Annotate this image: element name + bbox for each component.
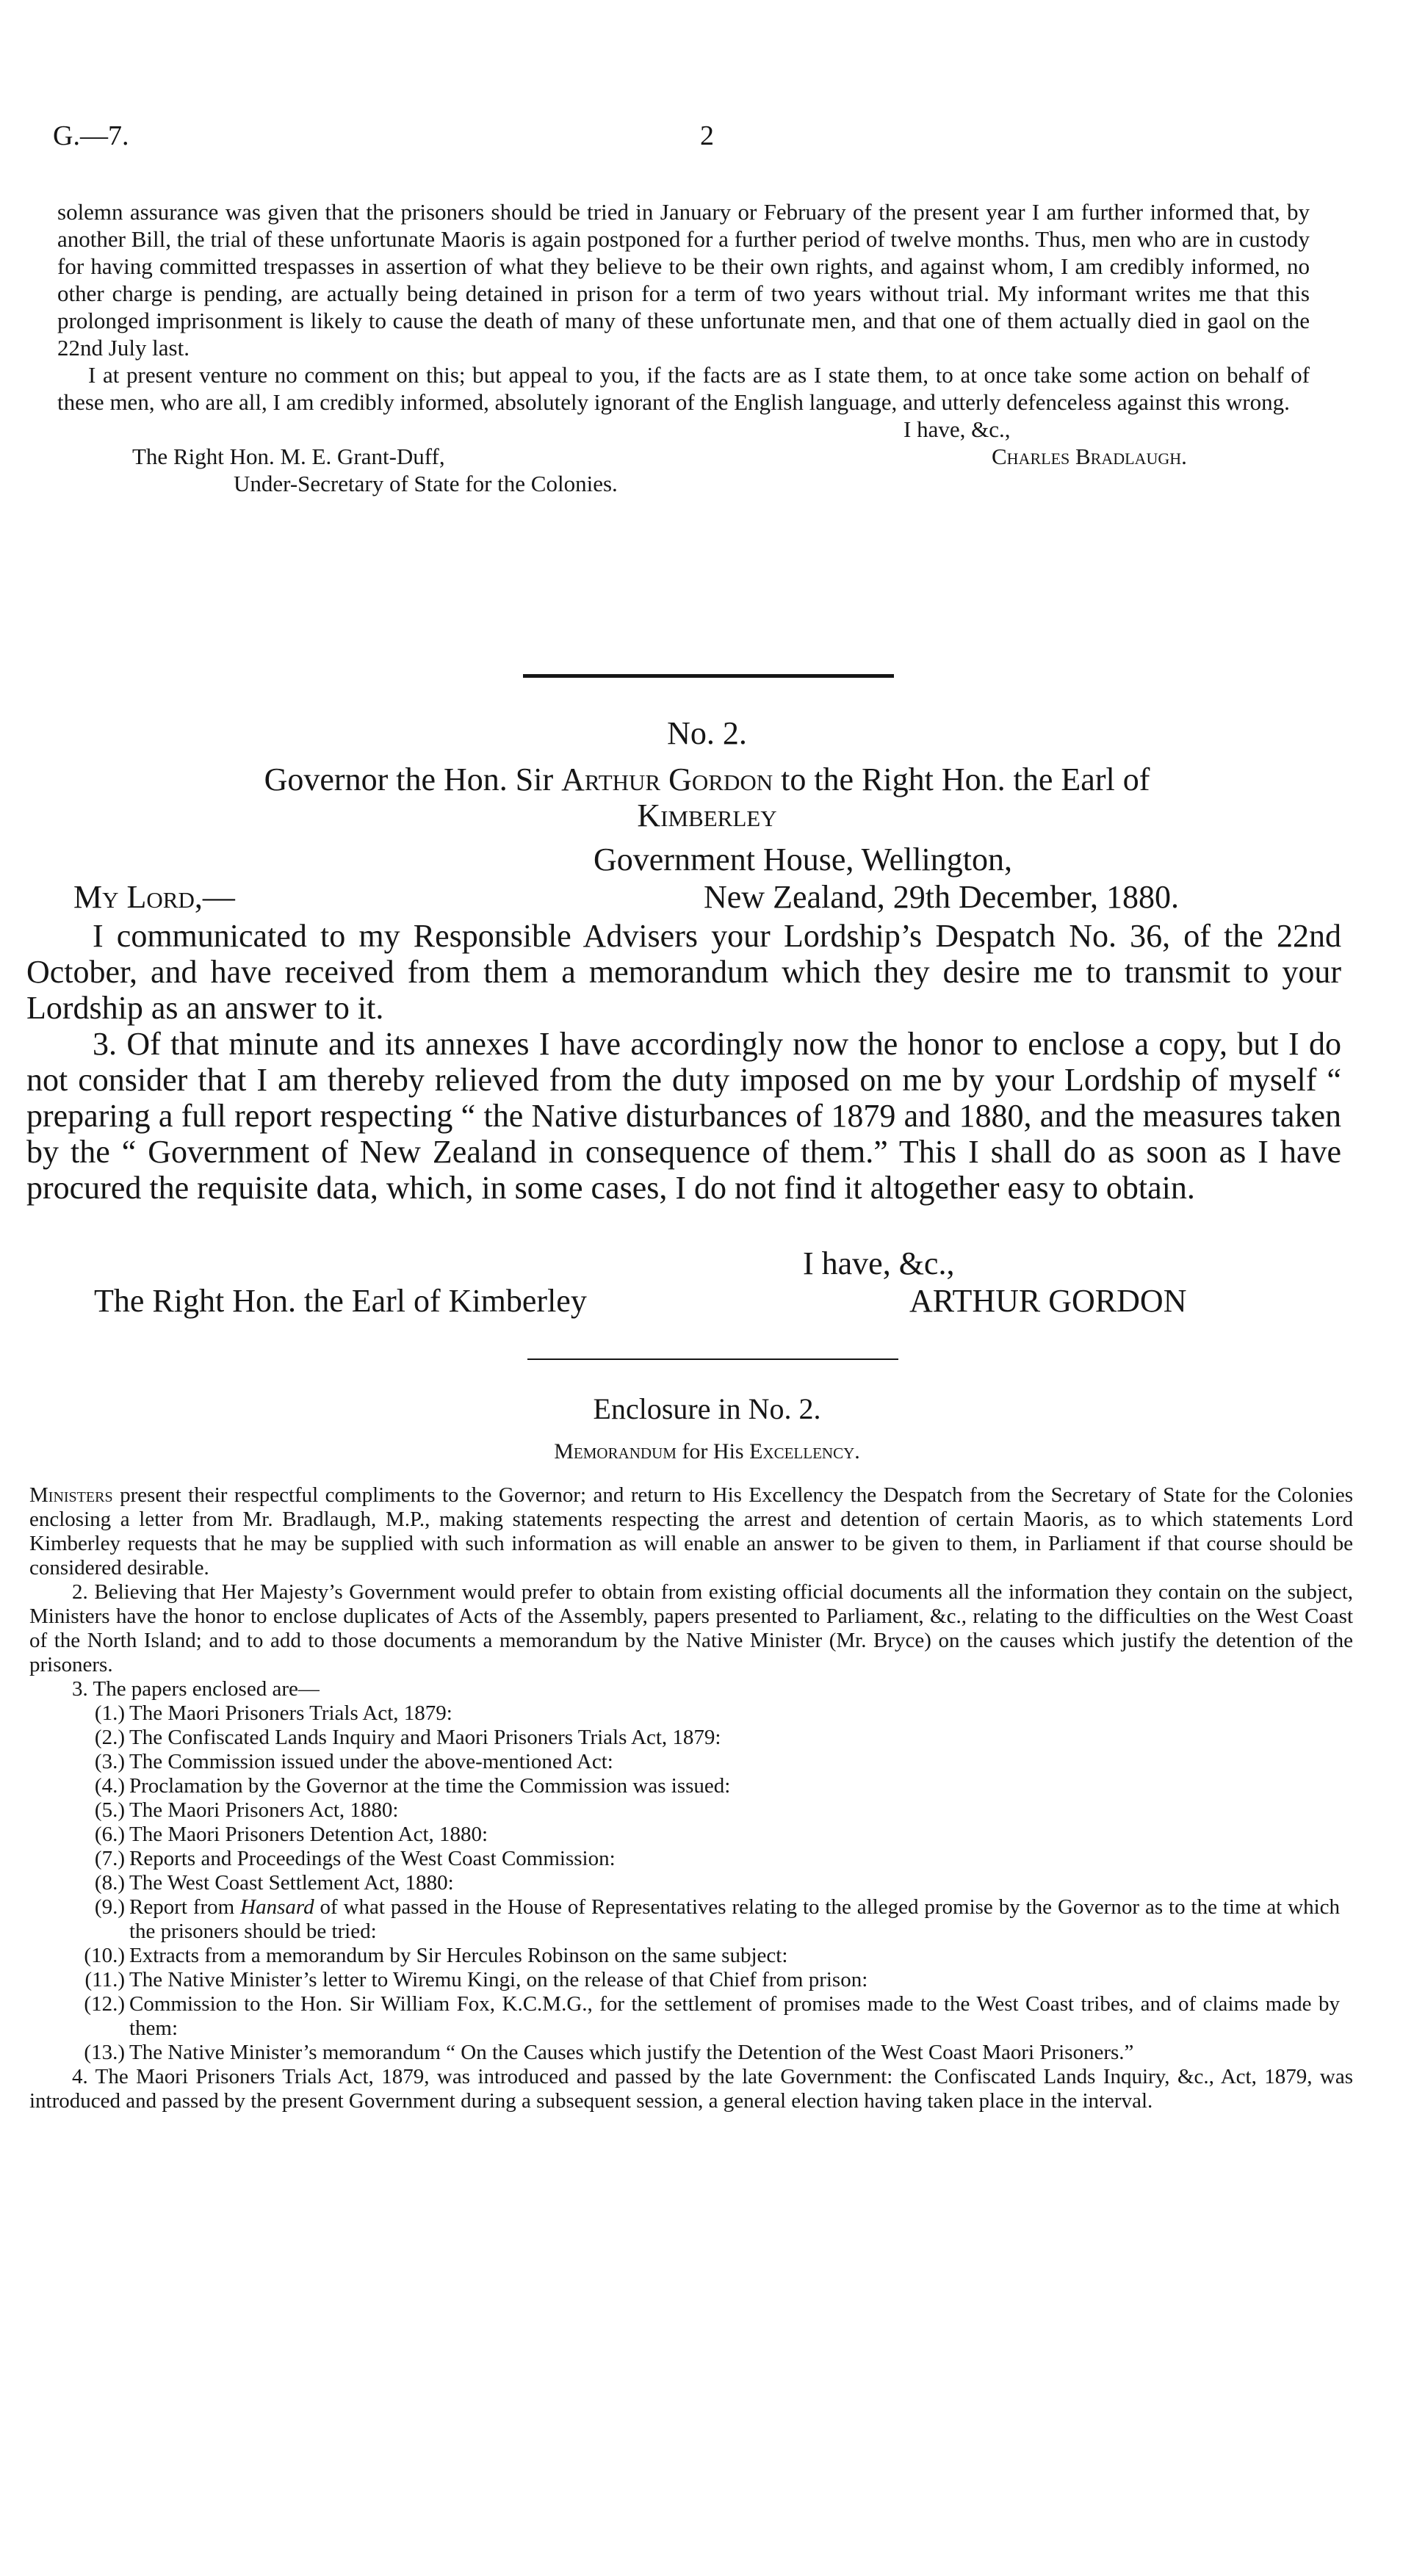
memorandum-paragraph-3: 3. The papers enclosed are— <box>72 1677 320 1701</box>
item-text: The Commission issued under the above-mentioned Act: <box>129 1750 613 1773</box>
list-item <box>29 1726 1353 1750</box>
item-number: (13.) <box>84 2041 125 2064</box>
letter-addressee-title: Under-Secretary of State for the Colonies. <box>234 471 618 496</box>
enclosure-subtitle <box>0 1439 1414 1464</box>
item-number: (6.) <box>94 1823 125 1846</box>
address-line-2: New Zealand, 29th December, 1880. <box>704 879 1180 915</box>
enclosed-papers-list <box>29 1701 1353 2065</box>
excellency-word: Excellency. <box>749 1439 860 1464</box>
item-number: (3.) <box>94 1750 125 1773</box>
item-number: (2.) <box>94 1726 125 1749</box>
heading-recipient: Kimberley <box>637 797 777 833</box>
memorandum-paragraph-1 <box>29 1483 1353 1580</box>
item-text: Extracts from a memorandum by Sir Hercules Robinson on the same subject: <box>129 1944 788 1967</box>
page-number: 2 <box>700 120 714 151</box>
list-item <box>29 1992 1353 2041</box>
heading-middle: to the Right Hon. the Earl of <box>781 761 1150 797</box>
letter-signature-row <box>57 443 1310 470</box>
list-item <box>29 1871 1353 1895</box>
letter-addressee-title-row <box>57 470 1310 497</box>
list-item <box>29 1750 1353 1774</box>
letter-signature: Charles Bradlaugh. <box>992 444 1187 469</box>
item-number: (4.) <box>94 1774 125 1798</box>
letter-closing: I have, &c., <box>903 416 1011 442</box>
hansard-italic: Hansard <box>240 1895 314 1919</box>
ministers-word: Ministers <box>29 1483 113 1507</box>
list-item <box>29 1798 1353 1823</box>
item-text: The West Coast Settlement Act, 1880: <box>129 1871 454 1895</box>
item-number: (9.) <box>94 1895 125 1919</box>
enclosure-divider <box>527 1358 898 1360</box>
letter-paragraph-2: I at present venture no comment on this; but appeal to you, if the facts are as I state them, to at once take some action on behalf of these men, who are all, I am credibly informed, absolutely ignorant of the English language, and utterly defenceless against this wrong. <box>57 362 1310 415</box>
item-number: (7.) <box>94 1847 125 1870</box>
subtitle-middle: for His <box>682 1439 744 1464</box>
item-text: The Native Minister’s letter to Wiremu Kingi, on the release of that Chief from prison: <box>129 1968 868 1991</box>
section-divider <box>523 674 894 678</box>
item-number: (12.) <box>84 1992 125 2016</box>
item-text-rest: of what passed in the House of Representatives relating to the alleged promise by the Governor as to the time at which the prisoners should be tried: <box>129 1895 1341 1943</box>
item-text: Commission to the Hon. Sir William Fox, K.C.M.G., for the settlement of promises made to the West Coast tribes, and of claims made by them: <box>129 1992 1340 2040</box>
list-item <box>29 1847 1353 1871</box>
item-text: Proclamation by the Governor at the time the Commission was issued: <box>129 1774 731 1798</box>
letter-continuation <box>57 198 1310 497</box>
despatch-signature: ARTHUR GORDON <box>909 1283 1187 1319</box>
memorandum-paragraph-4: 4. The Maori Prisoners Trials Act, 1879, was introduced and passed by the late Government: the Confiscated Lands Inquiry, &c., Act, 1879, was introduced and passed by the present Government during a subsequent session, a general election having taken place in the interval. <box>29 2065 1353 2113</box>
despatch-closing: I have, &c., <box>803 1245 955 1281</box>
list-item <box>29 1823 1353 1847</box>
item-number: (5.) <box>94 1798 125 1822</box>
salutation: My Lord,— <box>73 879 235 915</box>
item-number: (11.) <box>84 1968 125 1991</box>
item-text: The Maori Prisoners Detention Act, 1880: <box>129 1823 488 1846</box>
item-text <box>129 1895 1353 1944</box>
memorandum-body <box>29 1483 1353 2113</box>
list-item <box>29 1968 1353 1992</box>
list-item <box>29 1944 1353 1968</box>
despatch-addressee: The Right Hon. the Earl of Kimberley <box>94 1283 587 1319</box>
memorandum-word: Memorandum <box>554 1439 677 1464</box>
letter-paragraph-1: solemn assurance was given that the prisoners should be tried in January or February of the present year I am further informed that, by another Bill, the trial of these unfortunate Maoris is again postponed for a further period of twelve months. Thus, men who are in custody for having committed trespasses in assertion of what they believe to be their own rights, and against whom, I am credibly informed, no other charge is pending, are actually being detained in prison for a term of two years without trial. My informant writes me that this prolonged imprisonment is likely to cause the death of many of these unfortunate men, and that one of them actually died in gaol on the 22nd July last. <box>57 199 1310 361</box>
enclosure-title: Enclosure in No. 2. <box>593 1392 821 1425</box>
item-number: (8.) <box>94 1871 125 1895</box>
despatch-body <box>26 918 1341 1206</box>
item-text: The Confiscated Lands Inquiry and Maori Prisoners Trials Act, 1879: <box>129 1726 721 1749</box>
despatch-number: No. 2. <box>667 715 747 751</box>
address-line-1: Government House, Wellington, <box>594 842 1013 878</box>
despatch-paragraph-1: I communicated to my Responsible Advisers your Lordship’s Despatch No. 36, of the 22nd October, and have received from them a memorandum which they desire me to transmit to your Lordship as an answer to it. <box>26 918 1341 1026</box>
item-text: Reports and Proceedings of the West Coast Commission: <box>129 1847 616 1870</box>
heading-prefix: Governor the Hon. Sir <box>264 761 554 797</box>
letter-closing-row <box>57 416 1310 443</box>
item-number: (10.) <box>84 1944 125 1967</box>
list-item <box>29 1701 1353 1726</box>
item-text: The Maori Prisoners Trials Act, 1879: <box>129 1701 452 1725</box>
list-item <box>29 2041 1353 2065</box>
despatch-heading <box>0 761 1414 833</box>
item-number: (1.) <box>94 1701 125 1725</box>
memorandum-paragraph-1-text: present their respectful compliments to the Governor; and return to His Excellency the Despatch from the Secretary of State for the Colonies enclosing a letter from Mr. Bradlaugh, M.P., making statements respecting the arrest and detention of certain Maoris, as to which statements Lord Kimberley requests that he may be supplied with such information as will enable an answer to be given to them, in Parliament if that course should be considered desirable. <box>29 1483 1354 1580</box>
list-item <box>29 1774 1353 1798</box>
item-text: The Native Minister’s memorandum “ On the Causes which justify the Detention of the West Coast Maori Prisoners.” <box>129 2041 1134 2064</box>
document-code: G.—7. <box>53 120 129 151</box>
list-item <box>29 1895 1353 1944</box>
item-text: The Maori Prisoners Act, 1880: <box>129 1798 399 1822</box>
letter-addressee: The Right Hon. M. E. Grant-Duff, <box>132 444 445 469</box>
item-text-prefix: Report from <box>129 1895 235 1919</box>
memorandum-paragraph-2: 2. Believing that Her Majesty’s Government would prefer to obtain from existing official documents all the information they contain on the subject, Ministers have the honor to enclose duplicates of Acts of the Assembly, papers presented to Parliament, &c., relating to the difficulties on the West Coast of the North Island; and to add to those documents a memorandum by the Native Minister (Mr. Bryce) on the causes which justify the detention of the prisoners. <box>29 1580 1353 1676</box>
heading-sender: Arthur Gordon <box>561 761 773 797</box>
despatch-paragraph-3: 3. Of that minute and its annexes I have accordingly now the honor to enclose a copy, but I do not consider that I am thereby relieved from the duty imposed on me by your Lordship of myself “ preparing a full report respecting “ the Native disturbances of 1879 and 1880, and the measures taken by the “ Government of New Zealand in consequence of them.” This I shall do as soon as I have procured the requisite data, which, in some cases, I do not find it altogether easy to obtain. <box>26 1026 1341 1206</box>
